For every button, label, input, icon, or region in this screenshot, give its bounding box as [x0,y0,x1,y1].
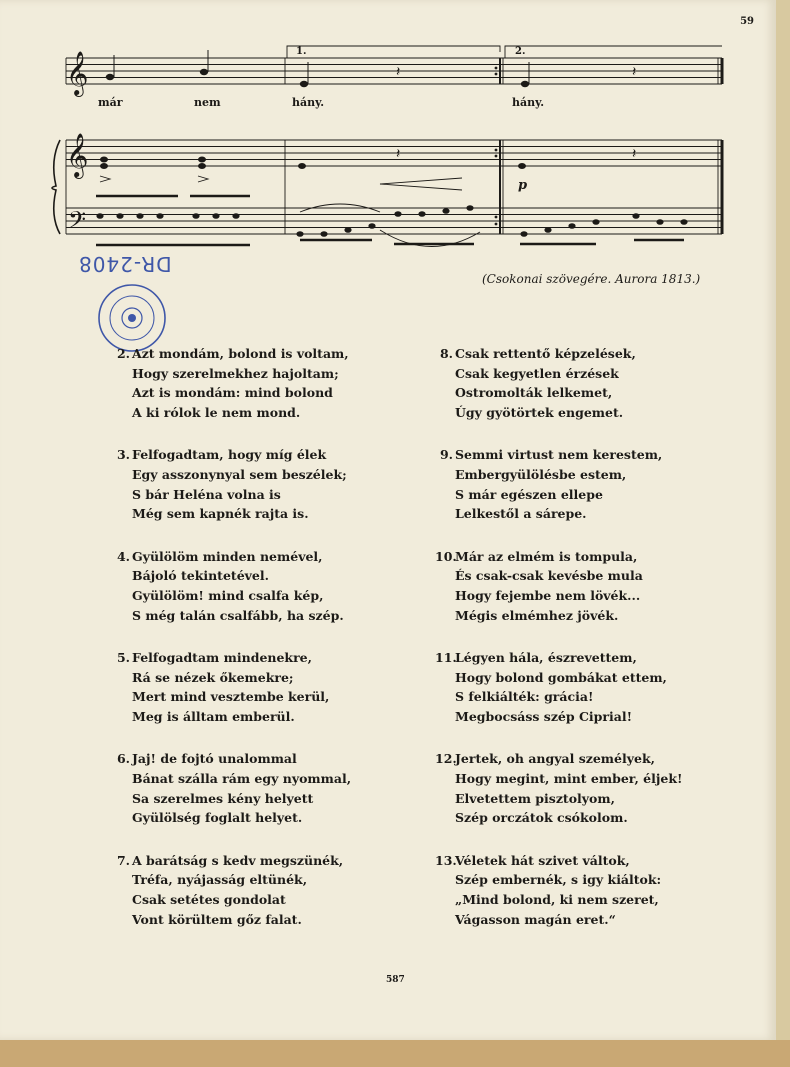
svg-text:𝄢: 𝄢 [68,206,87,239]
verse-line: Semmi virtust nem kerestem, [455,447,663,463]
stanzas-left-column [112,344,432,952]
stanza [112,344,432,423]
stanza-number: 12. [435,751,457,767]
stanza [435,749,755,828]
stanza [112,547,432,626]
stanza-number: 7. [116,852,130,868]
lyric-word: már [98,96,123,109]
music-score [0,0,776,260]
verse-line: Tréfa, nyájasság eltünék, [132,872,308,888]
verse-line: Azt mondám, bolond is voltam, [132,346,349,361]
svg-text:𝄞: 𝄞 [66,51,89,95]
stanza-number: 4. [116,548,130,564]
verse-line: Azt is mondám: mind bolond [132,385,333,401]
verse-line: Úgy gyötörtek engemet. [455,405,624,421]
verse-line: Véletek hát szivet váltok, [455,852,630,868]
volta-2-label: 2. [515,46,526,57]
verse-line: S még talán csalfább, ha szép. [132,607,344,623]
verse-line: Hogy szerelmekhez hajoltam; [132,365,339,381]
svg-text:𝄽: 𝄽 [396,146,401,162]
stanza-number: 10. [435,548,457,564]
verse-line: Még sem kapnék rajta is. [132,506,309,522]
verse-line: Mert mind vesztembe kerül, [132,689,330,705]
verse-line: Rá se nézek őkemekre; [132,669,294,685]
verse-line: Lelkestől a sárepe. [455,506,587,522]
verse-line: Hogy bolond gombákat ettem, [455,669,667,685]
verse-line: Sa szerelmes kény helyett [132,790,314,806]
stanza-number: 6. [116,751,130,767]
stanza-lines [132,445,452,524]
verse-line: „Mind bolond, ki nem szeret, [455,891,659,907]
page-number: 59 [740,16,754,27]
verse-line: Bánat szálla rám egy nyommal, [132,770,352,786]
stanza [435,648,755,727]
stanza-lines [132,547,457,626]
shelfmark-handwritten: DR-2408 [78,252,172,276]
verse-line: Hogy megint, mint ember, éljek! [455,770,683,786]
stanzas-right-column [435,344,755,952]
verse-line: Már az elmém is tompula, [455,548,638,564]
verse-line: Csak setétes gondolat [132,891,286,907]
stanza-number: 13. [435,852,457,868]
stanza-lines [455,851,775,930]
verse-line: Elvetettem pisztolyom, [455,790,615,806]
verse-line: Csak rettentő képzelések, [455,346,636,361]
stanza-number: 3. [116,447,130,463]
volta-1-label: 1. [296,46,307,57]
stanza [435,445,755,524]
stanza-lines [132,749,457,828]
verse-line: S már egészen ellepe [455,486,603,502]
verse-line: Csak kegyetlen érzések [455,365,619,381]
verse-line: Vont körültem gőz falat. [132,911,302,927]
verse-line: Jaj! de fojtó unalommal [132,751,297,767]
verse-line: Gyülölség foglalt helyet. [132,810,303,826]
piano-bass-staff [66,208,722,234]
stanza-lines [132,648,457,727]
verse-line: Gyülölöm minden nemével, [132,548,323,564]
verse-line: Légyen hála, észrevettem, [455,649,637,665]
vocal-staff [66,58,722,84]
page-right-edge [776,0,790,1067]
verse-line: Meg is álltam emberül. [132,709,295,725]
stanza-lines [455,648,775,727]
stanza [435,851,755,930]
stanza-number: 9. [439,447,453,463]
verse-line: És csak-csak kevésbe mula [455,568,643,584]
piano-treble-staff [66,140,722,166]
svg-text:𝄽: 𝄽 [632,64,637,80]
stanza [112,445,432,524]
stanza [112,648,432,727]
dynamic-marking: p [518,178,528,193]
verse-line: Felfogadtam, hogy míg élek [132,447,327,463]
lyric-word: nem [194,96,221,109]
verse-line: Gyülölöm! mind csalfa kép, [132,588,324,604]
music-notation [0,0,776,260]
lyric-word: hány. [512,96,545,109]
lyric-credit: (Csokonai szövegére. Aurora 1813.) [482,272,701,286]
svg-text:𝄞: 𝄞 [66,133,89,177]
stanza-lines [455,344,775,423]
svg-text:𝄽: 𝄽 [396,64,401,80]
verse-line: Mégis elmémhez jövék. [455,607,619,623]
verse-line: Szép embernék, s igy kiáltok: [455,872,662,888]
verse-line: Jertek, oh angyal személyek, [455,751,655,767]
verse-line: Vágasson magán eret.“ [455,911,616,927]
stanza-lines [132,851,457,930]
verse-line: Embergyülölésbe estem, [455,467,627,483]
stanza-lines [455,547,775,626]
stanza-lines [455,749,775,828]
verse-line: S felkiálték: grácia! [455,689,594,705]
verse-line: A barátság s kedv megszünék, [132,852,344,868]
verse-line: A ki rólok le nem mond. [132,405,301,421]
stanza [112,851,432,930]
verse-line: Szép orczátok csókolom. [455,810,628,826]
stanza-number: 8. [439,346,453,361]
verse-line: Bájoló tekintetével. [132,568,269,584]
stanza-lines [455,445,775,524]
lyric-word: hány. [292,96,325,109]
verse-line: Ostromolták lelkemet, [455,385,613,401]
stanza [112,749,432,828]
verse-line: Megbocsáss szép Ciprial! [455,709,633,725]
verse-line: S bár Heléna volna is [132,486,281,502]
stanza-lines [132,344,452,423]
page-bottom-edge [0,1040,790,1067]
verse-line: Felfogadtam mindenekre, [132,649,312,665]
stanza-number: 2. [116,346,130,361]
stanza-number: 11. [435,649,457,665]
stanza-number: 5. [116,649,130,665]
svg-text:𝄽: 𝄽 [632,146,637,162]
stanza [435,344,755,423]
verse-line: Hogy fejembe nem lövék... [455,588,641,604]
verse-line: Egy asszonynyal sem beszélek; [132,467,347,483]
stanza [435,547,755,626]
footer-number: 587 [386,975,405,985]
